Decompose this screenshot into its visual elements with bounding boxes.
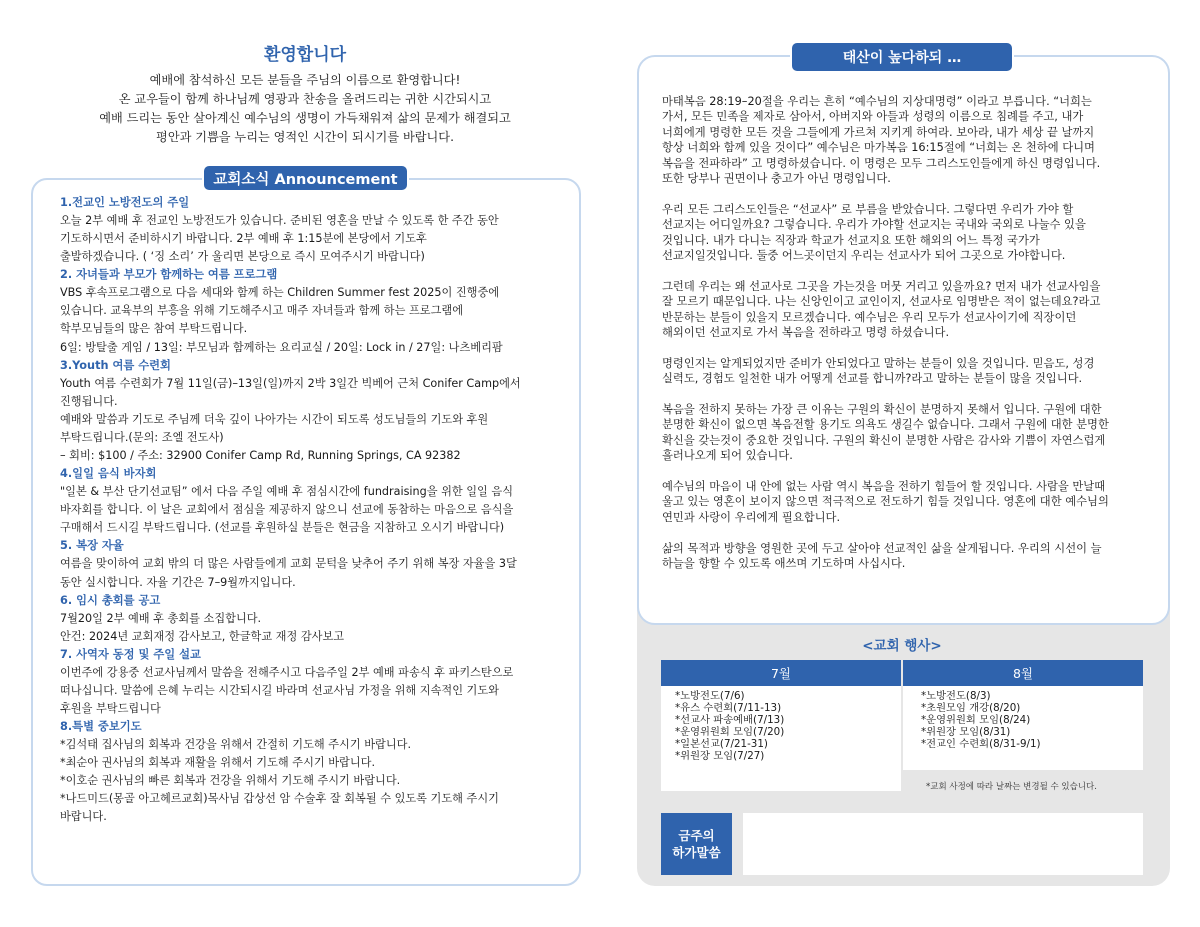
announcement-title: 4.일일 음식 바자회 (60, 467, 157, 481)
announcement-line: 학부모님들의 많은 참여 부탁드립니다. (60, 322, 248, 336)
announcement-line: *나드미드(몽골 아고헤르교회)목사님 갑상선 암 수술후 잘 회복될 수 있도록 기도해 주시기 (60, 792, 499, 806)
sermon-line: 너희에게 명령한 모든 것을 그들에게 가르쳐 지키게 하여라. 보아라, 내가 세상 끝 날까지 (662, 125, 1095, 139)
announcement-line: 이번주에 강용중 선교사님께서 말씀을 전해주시고 다음주일 2부 예배 파송식 후 파키스탄으로 (60, 665, 514, 679)
announcement-line: 안건: 2024년 교회재정 감사보고, 한글학교 재정 감사보고 (60, 629, 345, 643)
weekly-verse-label-line: 하가말씀 (672, 845, 721, 860)
month-events-august (903, 686, 1143, 770)
announcement-line: 예배와 말씀과 기도로 주님께 더욱 깊이 나아가는 시간이 되도록 성도님들의 기도와 후원 (60, 412, 489, 426)
announcement-line: *최순아 권사님의 회복과 재활을 위해서 기도해 주시기 바랍니다. (60, 756, 376, 770)
announcement-title: 6. 임시 총회를 공고 (60, 593, 161, 607)
announcement-line: VBS 후속프로그램으로 다음 세대와 함께 하는 Children Summer fest 2025이 진행중에 (60, 286, 500, 300)
announcement-line: 6일: 방탈출 게임 / 13일: 부모님과 함께하는 요리교실 / 20일: Lock in / 27일: 나츠베리팜 (60, 340, 503, 354)
sermon-line: 삶의 목적과 방향을 영원한 곳에 두고 살아야 선교적인 삶을 살게됩니다. 우리의 시선이 늘 (662, 541, 1102, 555)
event-item: *노방전도(7/6) (675, 690, 745, 702)
announcement-line: 있습니다. 교육부의 부흥을 위해 기도해주시고 매주 자녀들과 함께 하는 프로그램에 (60, 304, 464, 318)
announcements-header: 교회소식 Announcement (202, 164, 409, 192)
welcome-line: 온 교우들이 함께 하나님께 영광과 찬송을 올려드리는 귀한 시간되시고 (118, 92, 492, 106)
month-header-august: 8월 (903, 660, 1143, 686)
event-item: *노방전도(8/3) (921, 690, 991, 702)
welcome-line: 예배 드리는 동안 살아계신 예수님의 생명이 가득채워져 삶의 문제가 해결되고 (99, 111, 511, 125)
events-note: *교회 사정에 따라 날짜는 변경될 수 있습니다. (926, 782, 1097, 792)
sermon-line: 선교지일것입니다. 둘중 어느곳이던지 우리는 선교사가 되어 그곳으로 가야합니다. (662, 249, 1066, 263)
event-item: *전교인 수련회(8/31-9/1) (921, 738, 1041, 750)
announcement-line: 부탁드립니다.(문의: 조엘 전도사) (60, 430, 224, 444)
event-item: *선교사 파송예배(7/13) (675, 714, 785, 726)
sermon-line: 하늘을 향할 수 있도록 애쓰며 기도하며 사십시다. (662, 557, 906, 571)
sermon-line: 복음을 전파하라” 고 명령하셨습니다. 이 명령은 모두 그리스도인들에게 하신 명령입니다. (662, 156, 1101, 170)
announcement-title: 7. 사역자 동정 및 주일 설교 (60, 647, 201, 661)
sermon-line: 명령인지는 알게되었지만 준비가 안되었다고 말하는 분들이 있을 것입니다. 믿음도, 성경 (662, 356, 1095, 370)
welcome-line: 예배에 참석하신 모든 분들을 주님의 이름으로 환영합니다! (149, 73, 461, 87)
event-item: *일본선교(7/21-31) (675, 738, 768, 750)
announcement-line: 바랍니다. (60, 810, 107, 824)
sermon-line: 분명한 확신이 없으면 복음전할 용기도 의욕도 생길수 없습니다. 그래서 구원에 대한 분명한 (662, 418, 1109, 432)
sermon-line: 것입니다. 내가 다니는 직장과 학교가 선교지요 또한 해외의 어느 특정 국가가 (662, 233, 1040, 247)
announcements-content (60, 194, 565, 827)
sermon-line: 그런데 우리는 왜 선교사로 그곳을 가는것을 머뭇 거리고 있을까요? 먼저 내가 선교사임을 (662, 279, 1101, 293)
announcement-line: 바자회를 합니다. 이 날은 교회에서 점심을 제공하지 않으니 선교에 동참하는 마음으로 음식을 (60, 503, 514, 517)
announcement-line: 후원을 부탁드립니다 (60, 701, 161, 715)
sermon-line: 실력도, 경험도 일천한 내가 어떻게 선교를 합니까?라고 말하는 분들이 많을 것입니다. (662, 372, 1083, 386)
announcement-title: 2. 자녀들과 부모가 함께하는 여름 프로그램 (60, 268, 278, 282)
sermon-line: 마태복음 28:19–20절을 우리는 흔히 “예수님의 지상대명령” 이라고 부릅니다. “너희는 (662, 95, 1092, 108)
welcome-line: 평안과 기쁨을 누리는 영적인 시간이 되시기를 바랍니다. (156, 130, 454, 144)
events-title: <교회 행사> (862, 638, 942, 654)
month-events-july (661, 686, 901, 791)
event-item: *초원모임 개강(8/20) (921, 702, 1021, 714)
announcement-line: *김석태 집사님의 회복과 건강을 위해서 간절히 기도해 주시기 바랍니다. (60, 738, 412, 752)
month-header-july: 7월 (661, 660, 901, 686)
event-item: *위원장 모임(7/27) (675, 750, 765, 762)
sermon-line: 해외이던 선교지로 가서 복음을 전하라고 명령 하셨습니다. (662, 326, 950, 340)
announcement-title: 1.전교인 노방전도의 주일 (60, 196, 190, 209)
announcement-line: "일본 & 부산 단기선교팀” 에서 다음 주일 예배 후 점심시간에 fundraising을 위한 일일 음식 (60, 485, 514, 499)
announcement-line: – 회비: $100 / 주소: 32900 Conifer Camp Rd, Running Springs, CA 92382 (60, 449, 461, 463)
sermon-line: 흘러나오게 되어 있습니다. (662, 449, 793, 463)
welcome-section (40, 40, 570, 147)
sermon-line: 잘 모르기 때문입니다. 나는 신앙인이고 교인이지, 선교사로 임명받은 적이 없는데요?라고 (662, 295, 1101, 309)
sermon-line: 선교지는 어디일까요? 그렇습니다. 우리가 가야할 선교지는 국내와 국외로 나눌수 있을 (662, 218, 1086, 232)
announcement-line: 동안 실시합니다. 자율 기간은 7–9월까지입니다. (60, 575, 296, 589)
sermon-line: 예수님의 마음이 내 안에 없는 사람 역시 복음을 전하기 힘들어 할 것입니다. 사람을 만날때 (662, 480, 1106, 494)
event-item: *유스 수련회(7/11-13) (675, 702, 782, 714)
sermon-line: 또한 당부나 권면이나 충고가 아닌 명령입니다. (662, 172, 891, 186)
sermon-line: 가서, 모든 민족을 제자로 삼아서, 아버지와 아들과 성령의 이름으로 침례를 주고, 내가 (662, 110, 1084, 124)
announcement-line: 기도하시면서 준비하시기 바랍니다. 2부 예배 후 1:15분에 본당에서 기도후 (60, 232, 427, 246)
sermon-header: 태산이 높다하되 … (790, 41, 1014, 73)
event-item: *운영위원회 모임(7/20) (675, 726, 785, 738)
weekly-verse-label (661, 813, 732, 875)
welcome-title: 환영합니다 (263, 45, 347, 65)
sermon-line: 반문하는 분들이 있을지 모르겠습니다. 예수님은 우리 모두가 선교사이기에 직장이던 (662, 310, 1077, 324)
sermon-line: 울고 있는 영혼이 보이지 않으면 적극적으로 전도하기 힘들 것입니다. 영혼에 대한 예수님의 (662, 495, 1109, 509)
announcement-line: 떠나십니다. 말씀에 은혜 누리는 시간되시길 바라며 선교사님 가정을 위해 지속적인 기도와 (60, 683, 499, 697)
sermon-line: 연민과 사랑이 우리에게 필요합니다. (662, 510, 841, 524)
weekly-verse-label-line: 금주의 (678, 828, 715, 843)
announcement-title: 3.Youth 여름 수련회 (60, 358, 171, 372)
weekly-verse-box (743, 813, 1143, 875)
announcement-line: 진행됩니다. (60, 394, 118, 408)
sermon-line: 우리 모든 그리스도인들은 “선교사” 로 부름을 받았습니다. 그렇다면 우리가 가야 할 (662, 202, 1074, 216)
announcement-title: 8.특별 중보기도 (60, 720, 142, 734)
announcement-line: 출발하겠습니다. ( ‘징 소리’ 가 울리면 본당으로 즉시 모여주시기 바랍니다) (60, 250, 425, 264)
announcement-line: 7월20일 2부 예배 후 총회를 소집합니다. (60, 611, 262, 625)
announcement-line: 여름을 맞이하여 교회 밖의 더 많은 사람들에게 교회 문턱을 낮추어 주기 위해 복장 자율을 3달 (60, 557, 517, 571)
announcement-line: 오늘 2부 예배 후 전교인 노방전도가 있습니다. 준비된 영혼을 만날 수 있도록 한 주간 동안 (60, 214, 499, 227)
announcement-title: 5. 복장 자율 (60, 539, 124, 553)
announcement-line: *이호순 권사님의 빠른 회복과 건강을 위해서 기도해 주시기 바랍니다. (60, 774, 401, 788)
announcement-line: 구매해서 드시길 부탁드립니다. (선교를 후원하실 분들은 현금을 지참하고 오시기 바랍니다) (60, 521, 505, 535)
sermon-line: 확신을 갖는것이 중요한 것입니다. 구원의 확신이 분명한 사람은 감사와 기쁨이 자연스럽게 (662, 433, 1106, 447)
event-item: *위원장 모임(8/31) (921, 726, 1011, 738)
sermon-content (662, 94, 1152, 572)
announcement-line: Youth 여름 수련회가 7월 11일(금)–13일(일)까지 2박 3일간 빅베어 근처 Conifer Camp에서 (60, 376, 521, 390)
sermon-line: 복음을 전하지 못하는 가장 큰 이유는 구원의 확신이 분명하지 못해서 입니다. 구원에 대한 (662, 403, 1102, 417)
event-item: *운영위원회 모임(8/24) (921, 714, 1031, 726)
sermon-line: 항상 너희와 함께 있을 것이다” 예수님은 마가복음 16:15절에 “너희는 온 천하에 다니며 (662, 141, 1095, 155)
